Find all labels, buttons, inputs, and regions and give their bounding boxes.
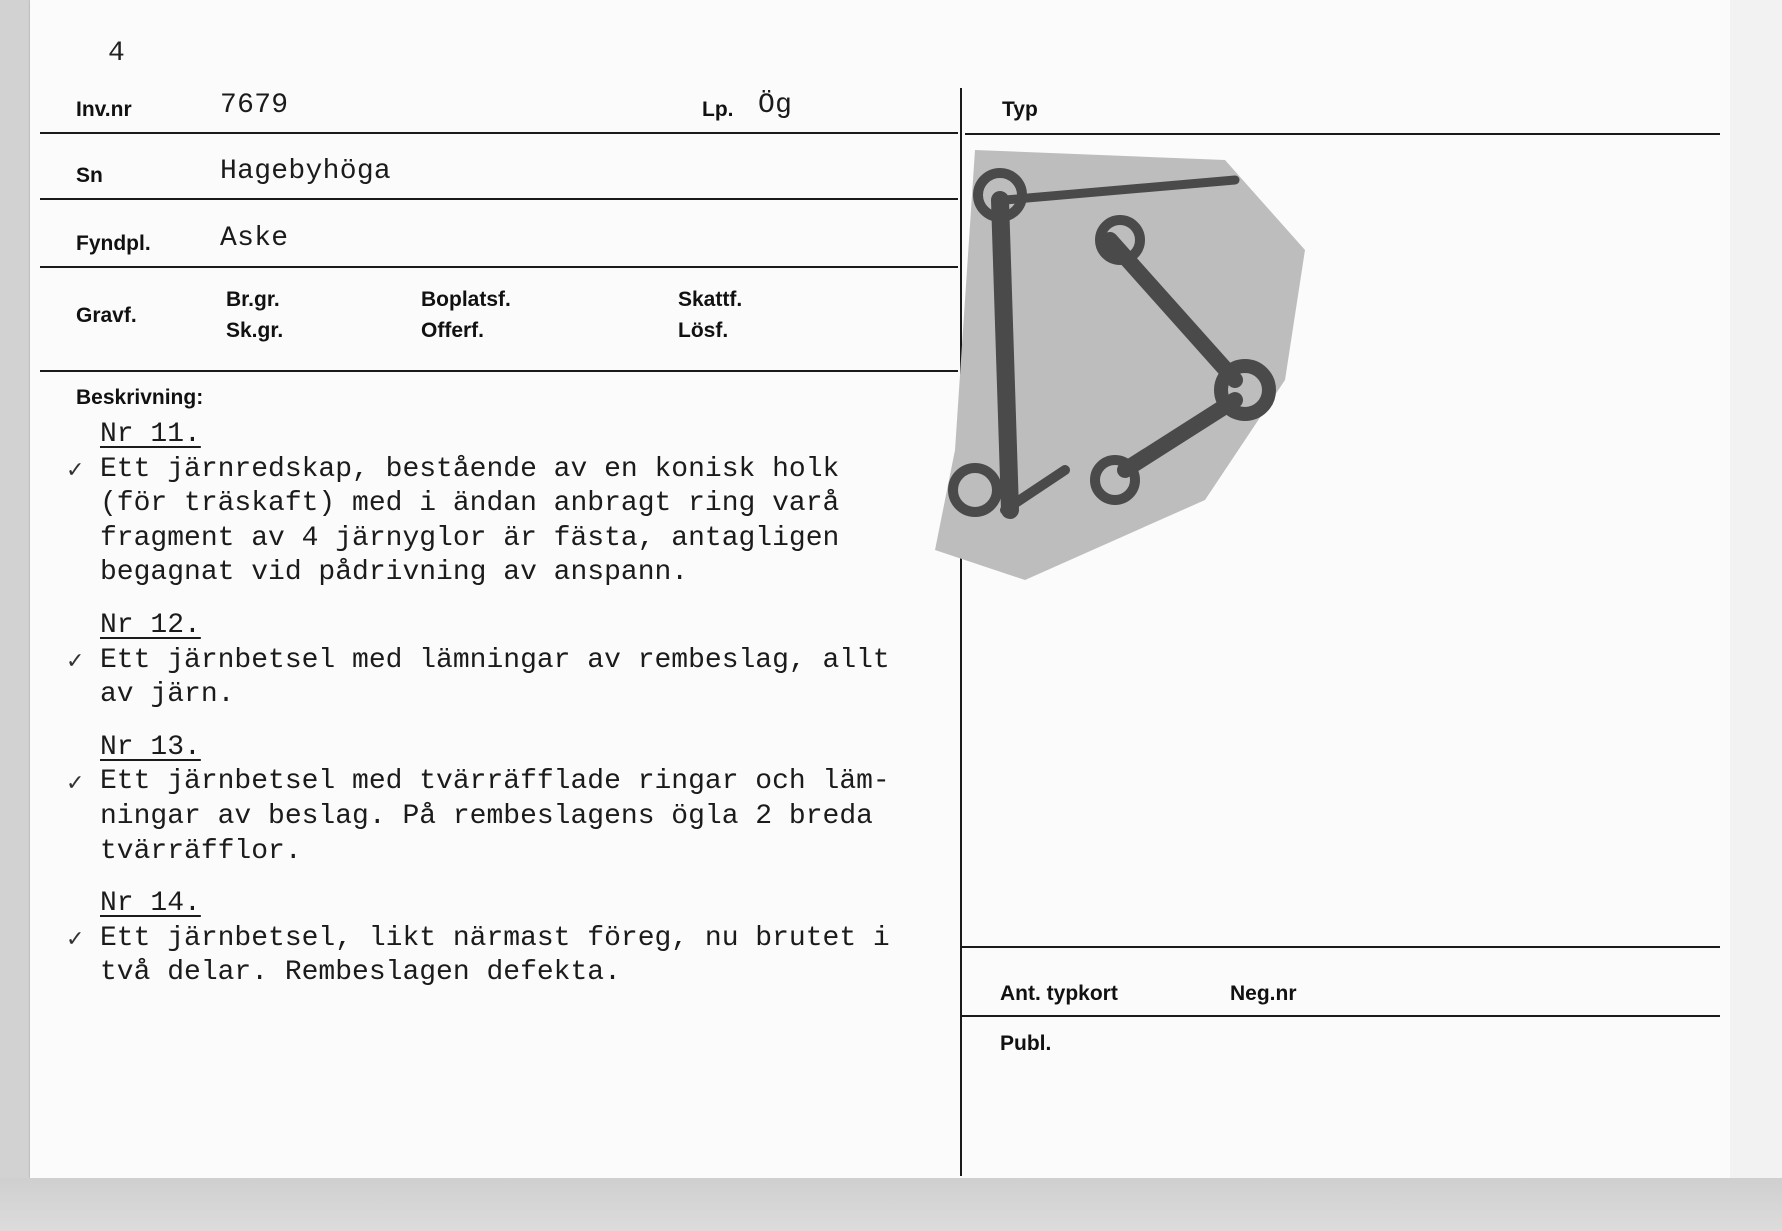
entry-line: tvärräfflor. xyxy=(100,835,302,867)
sn-label: Sn xyxy=(76,164,103,187)
check-mark: ✓ xyxy=(66,770,85,796)
scan-edge-bottom xyxy=(0,1178,1782,1231)
entry-nr-14 xyxy=(66,887,990,991)
entry-nr-13 xyxy=(66,731,990,869)
catalogue-card xyxy=(30,0,1730,1178)
skgr-label: Sk.gr. xyxy=(226,319,284,342)
gravf-label: Gravf. xyxy=(76,304,137,327)
entry-nr-11 xyxy=(66,418,990,591)
fyndpl-label: Fyndpl. xyxy=(76,232,151,255)
iron-artifact-photo xyxy=(935,150,1355,590)
rule-row-1 xyxy=(40,132,958,134)
description-entries xyxy=(66,418,990,1009)
entry-title: Nr 14. xyxy=(100,888,201,920)
entry-line: Ett järnbetsel med lämningar av rembeslag, allt xyxy=(100,644,890,676)
check-mark: ✓ xyxy=(66,648,85,674)
rule-typ xyxy=(965,133,1720,135)
check-mark: ✓ xyxy=(66,927,85,953)
entry-nr-12 xyxy=(66,609,990,713)
lp-label: Lp. xyxy=(702,98,734,121)
entry-line: av järn. xyxy=(100,679,235,711)
entry-title: Nr 12. xyxy=(100,609,201,641)
entry-title: Nr 13. xyxy=(100,731,201,763)
entry-line: Ett järnbetsel, likt närmast föreg, nu brutet i xyxy=(100,922,890,954)
losf-label: Lösf. xyxy=(678,319,729,342)
entry-line: ningar av beslag. På rembeslagens ögla 2 breda xyxy=(100,800,873,832)
typ-label: Typ xyxy=(1002,98,1038,121)
entry-line: Ett järnbetsel med tvärräfflade ringar och läm- xyxy=(100,766,890,798)
lp-value: Ög xyxy=(758,90,793,121)
entry-title: Nr 11. xyxy=(100,419,201,450)
sn-value: Hagebyhöga xyxy=(220,156,392,187)
check-mark: ✓ xyxy=(66,458,85,483)
entry-line: begagnat vid pådrivning av anspann. xyxy=(100,557,689,589)
rule-right-1 xyxy=(962,946,1720,948)
publ-label: Publ. xyxy=(1000,1032,1052,1055)
inv-nr-value: 7679 xyxy=(220,90,289,121)
offerf-label: Offerf. xyxy=(421,319,484,342)
rule-row-3 xyxy=(40,266,958,268)
brgr-label: Br.gr. xyxy=(226,288,280,311)
skattf-label: Skattf. xyxy=(678,288,743,311)
entry-line: Ett järnredskap, bestående av en konisk holk xyxy=(100,453,840,485)
entry-line: två delar. Rembeslagen defekta. xyxy=(100,957,621,989)
boplatsf-label: Boplatsf. xyxy=(421,288,511,311)
rule-right-2 xyxy=(962,1015,1720,1017)
neg-nr-label: Neg.nr xyxy=(1230,982,1297,1005)
entry-line: (för träskaft) med i ändan anbragt ring varå xyxy=(100,488,840,520)
inv-nr-label: Inv.nr xyxy=(76,98,132,121)
rule-row-2 xyxy=(40,198,958,200)
ant-typkort-label: Ant. typkort xyxy=(1000,982,1118,1005)
rule-row-4 xyxy=(40,370,958,372)
entry-line: fragment av 4 järnyglor är fästa, antagligen xyxy=(100,522,840,554)
beskrivning-label: Beskrivning: xyxy=(76,386,204,409)
page-number: 4 xyxy=(108,38,125,69)
fyndpl-value: Aske xyxy=(220,223,289,254)
scan-edge-right xyxy=(1730,0,1782,1231)
